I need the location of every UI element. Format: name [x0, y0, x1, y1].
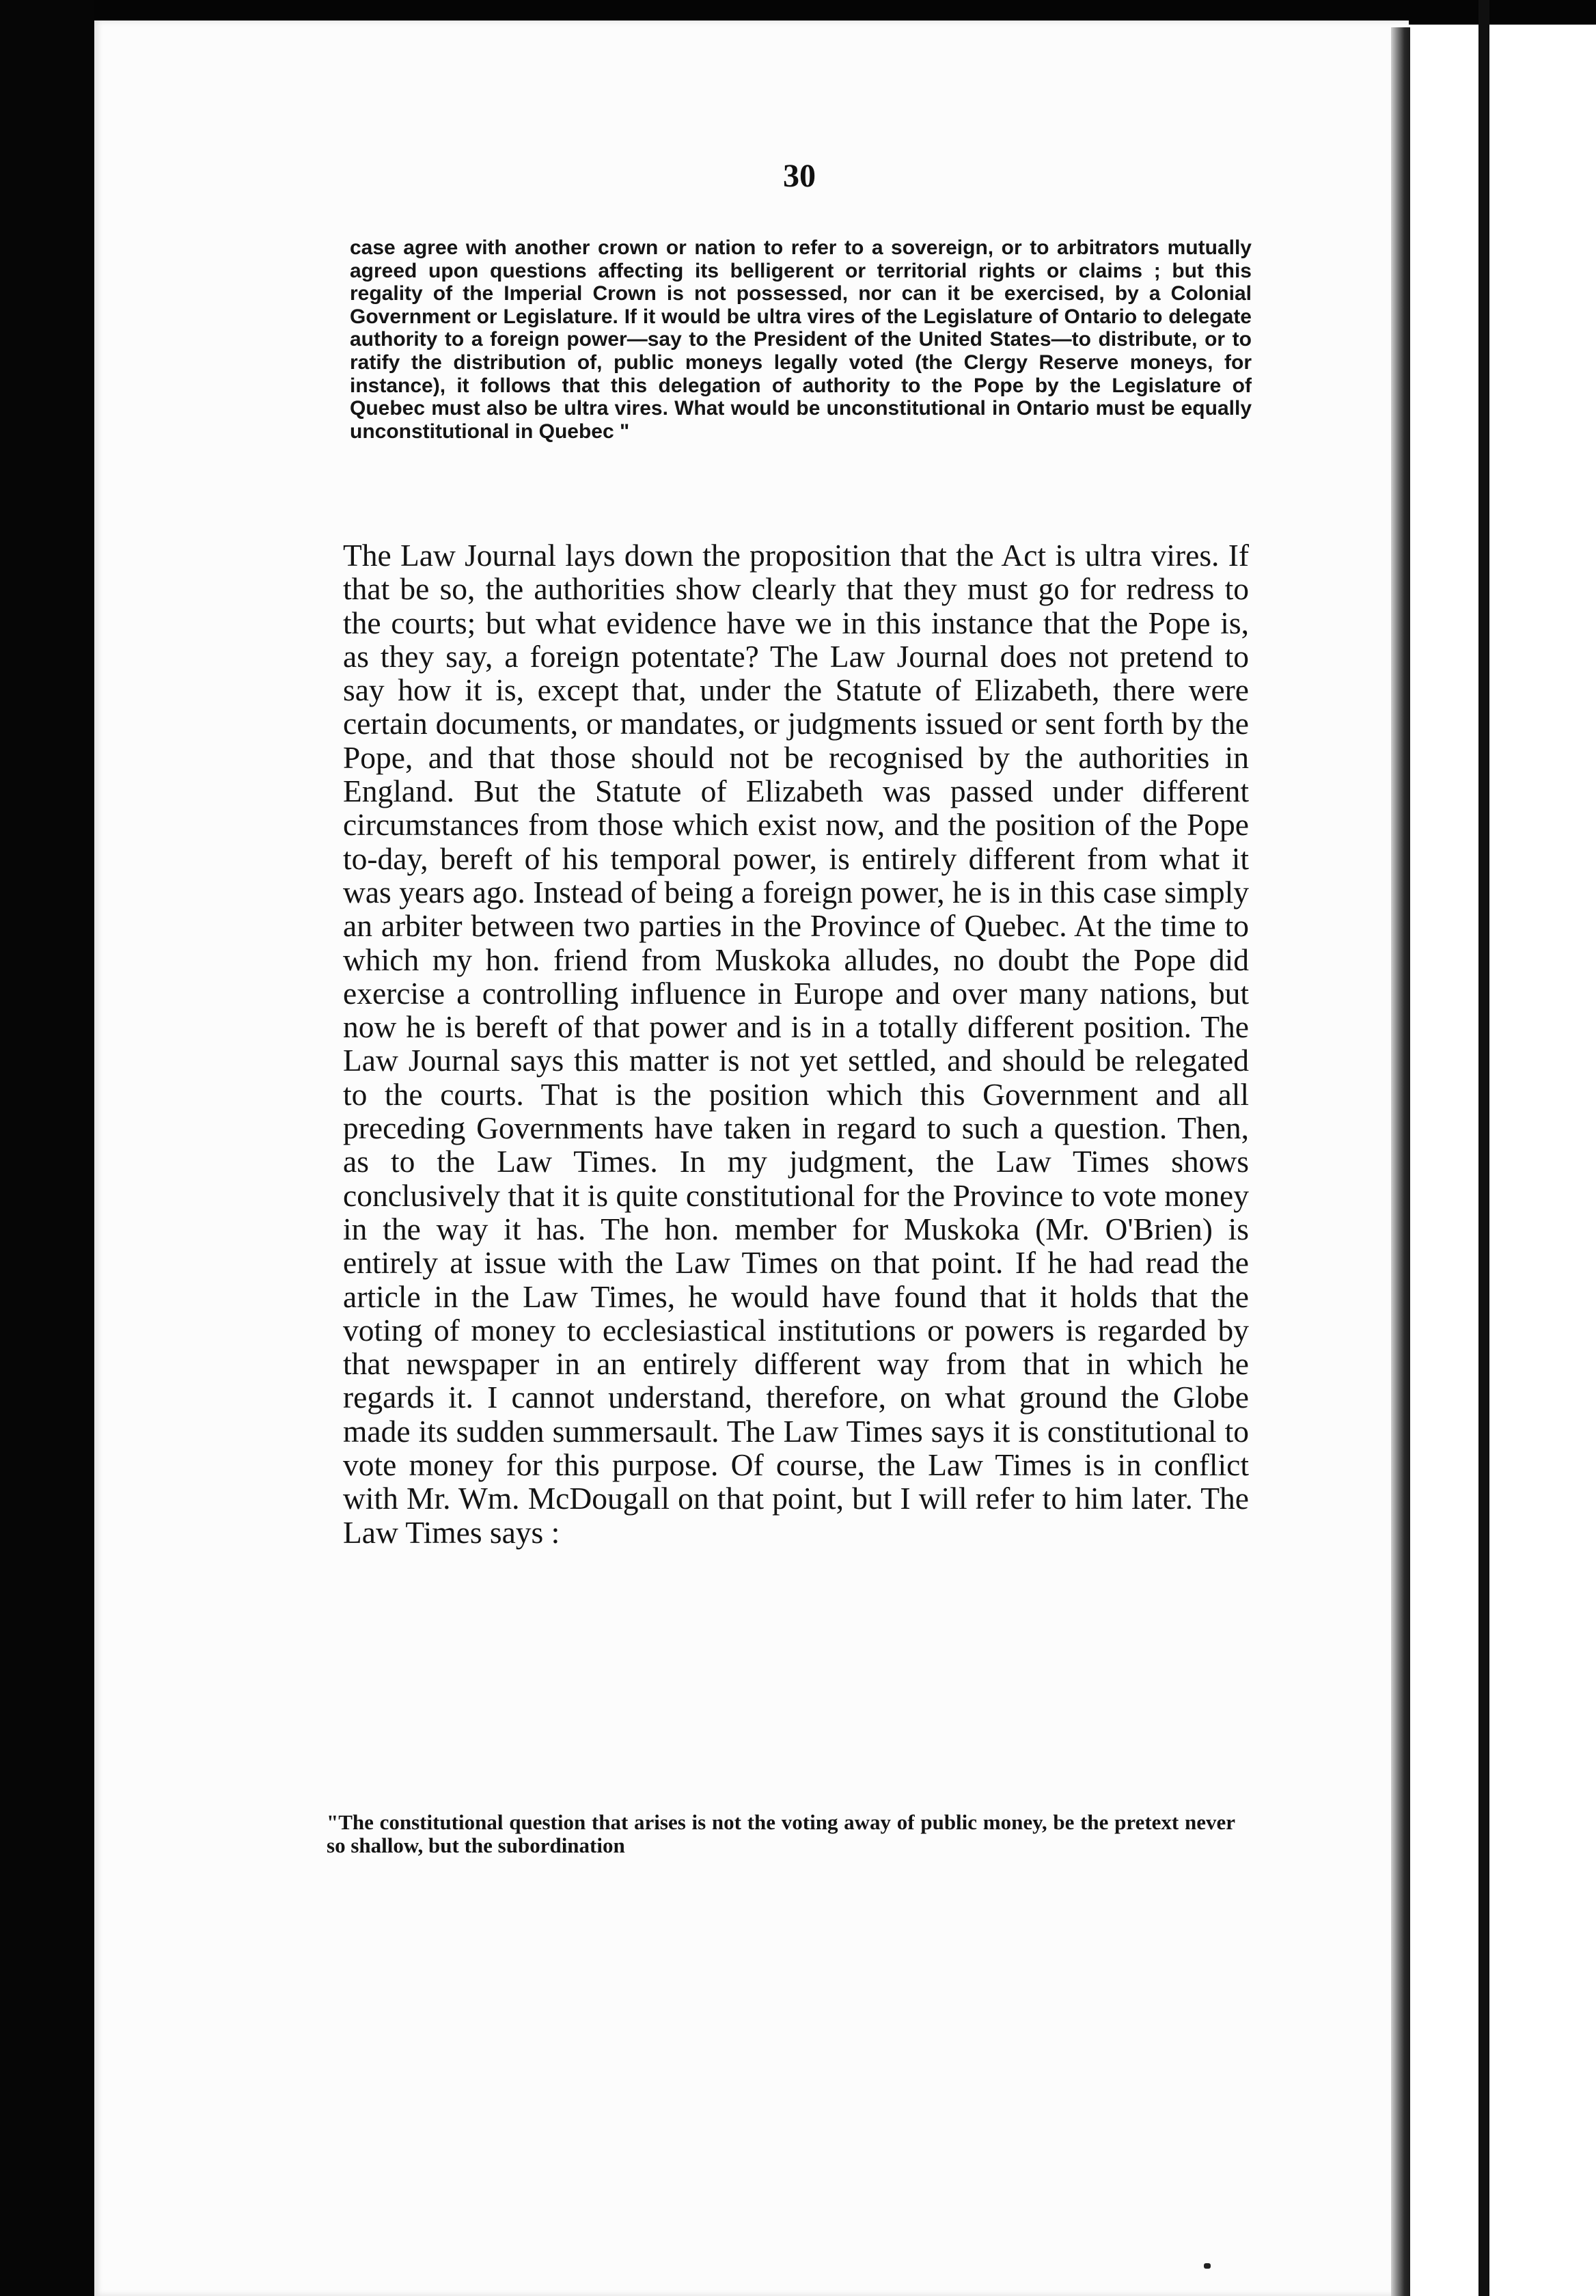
ink-speck — [1204, 2263, 1211, 2269]
scan-border-left — [0, 0, 94, 2296]
body-paragraph: The Law Journal lays down the proposition that the Act is ultra vires. If that be so, the authorities show clearly that they must go for redress to the courts; but what evidence have we in this instance that the Pope is, as they say, a foreign potentate? The Law Journal does not pretend to say how it is, except that, under the Statute of Elizabeth, there were certain documents, or mandates, or judgments issued or sent forth by the Pope, and that those should not be recognised by the authorities in England. But the Statute of Elizabeth was passed under different circumstances from those which exist now, and the position of the Pope to-day, bereft of his temporal power, is entirely different from what it was years ago. Instead of being a foreign power, he is in this case simply an arbiter between two parties in the Province of Quebec. At the time to which my hon. friend from Muskoka alludes, no doubt the Pope did exercise a controlling influence in Europe and over many nations, but now he is bereft of that power and is in a totally different position. The Law Journal says this matter is not yet settled, and should be relegated to the courts. That is the position which this Government and all preceding Governments have taken in regard to such a question. Then, as to the Law Times. In my judgment, the Law Times shows conclusively that it is quite constitutional for the Province to vote money in the way it has. The hon. member for Muskoka (Mr. O'Brien) is entirely at issue with the Law Times on that point. If he had read the article in the Law Times, he would have found that it holds that the voting of money to ecclesiastical institutions or powers is regarded by that newspaper in an entirely different way from that in which he regards it. I cannot understand, therefore, on what ground the Globe made its sudden summersault. The Law Times says it is constitutional to vote money for this purpose. Of course, the Law Times is in conflict with Mr. Wm. McDougall on that point, but I will refer to him later. The Law Times says : — [343, 538, 1249, 1550]
quoted-passage: case agree with another crown or nation to refer to a sovereign, or to arbitrators mutually agreed upon questions affecting its belligerent or territorial rights or claims ; but this regality of the Imperial Crown is not possessed, nor can it be exercised, by a Colonial Government or Legislature. If it would be ultra vires of the Legislature of Ontario to delegate authority to a foreign power—say to the President of the United States—to distribute, or to ratify the distribution of, public moneys legally voted (the Clergy Reserve moneys, for instance), it follows that this delegation of authority to the Pope by the Legislature of Quebec must also be ultra vires. What would be unconstitutional in Ontario must be equally unconstitutional in Quebec " — [350, 236, 1252, 443]
page-number: 30 — [783, 158, 816, 194]
scan-border-right — [1478, 0, 1489, 2296]
page-edge-shadow — [1391, 27, 1410, 2296]
closing-quoted-passage: "The constitutional question that arises is not the voting away of public money, be the pretext never so shallow, but the subordination — [327, 1810, 1235, 1857]
